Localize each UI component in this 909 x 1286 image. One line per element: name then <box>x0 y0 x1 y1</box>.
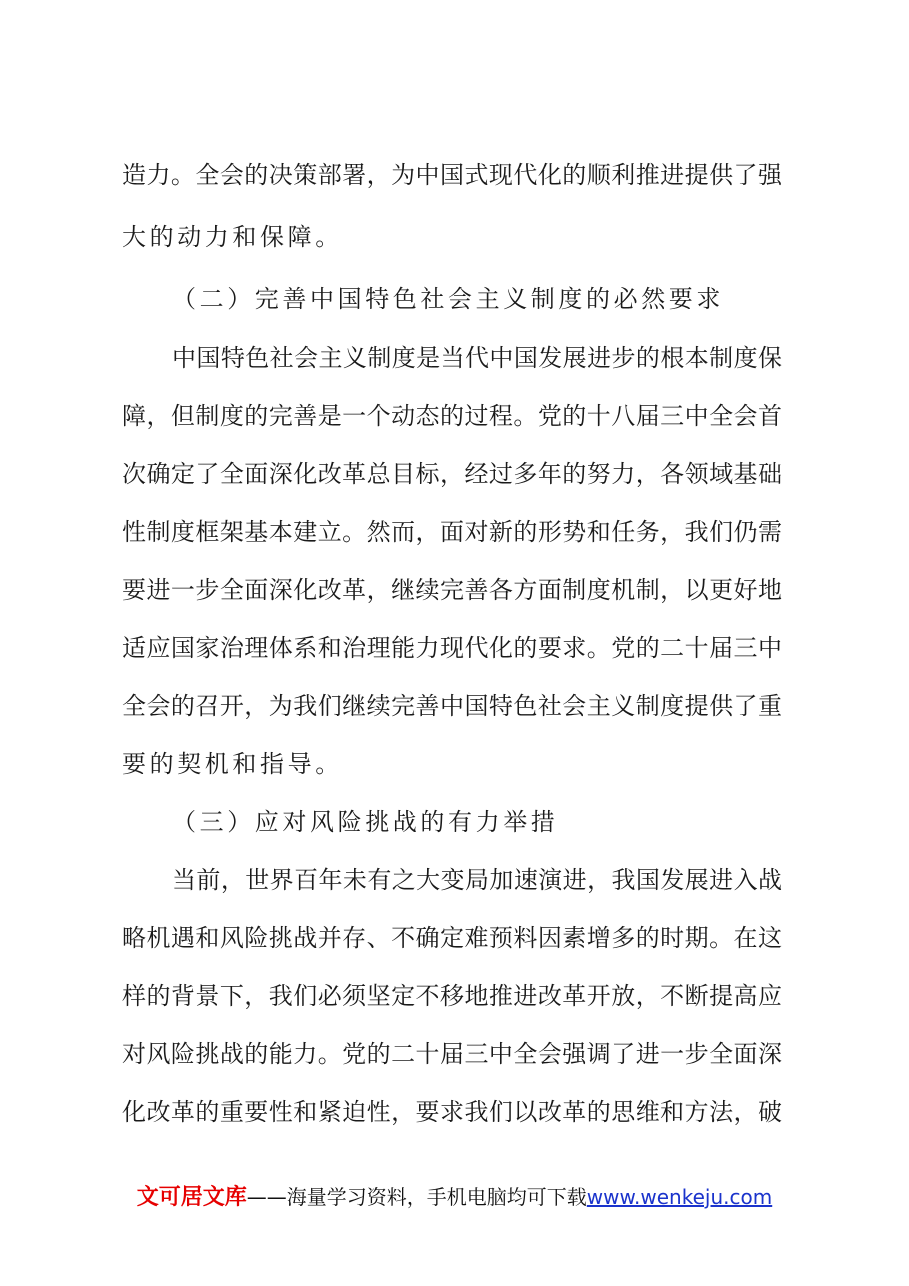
paragraph-line: 样的背景下，我们必须坚定不移地推进改革开放，不断提高应 <box>122 982 782 1010</box>
paragraph-line: 适应国家治理体系和治理能力现代化的要求。党的二十届三中 <box>122 634 782 662</box>
footer-tagline: ——海量学习资料，手机电脑均可下载 <box>246 1185 587 1209</box>
footer-banner <box>0 1180 909 1214</box>
section-heading-2: （二）完善中国特色社会主义制度的必然要求 <box>172 285 724 313</box>
website-link[interactable]: www.wenkeju.com <box>586 1185 773 1209</box>
paragraph-line: 次确定了全面深化改革总目标，经过多年的努力，各领域基础 <box>122 460 782 488</box>
paragraph-line: 大的动力和保障。 <box>122 223 343 251</box>
paragraph-line: 化改革的重要性和紧迫性，要求我们以改革的思维和方法，破 <box>122 1098 782 1126</box>
brand-name: 文可居文库 <box>136 1185 247 1210</box>
paragraph-line: 性制度框架基本建立。然而，面对新的形势和任务，我们仍需 <box>122 518 782 546</box>
paragraph-line: 当前，世界百年未有之大变局加速演进，我国发展进入战 <box>172 866 782 894</box>
section-heading-3: （三）应对风险挑战的有力举措 <box>172 808 559 836</box>
paragraph-line: 要进一步全面深化改革，继续完善各方面制度机制，以更好地 <box>122 576 782 604</box>
paragraph-line: 全会的召开，为我们继续完善中国特色社会主义制度提供了重 <box>122 692 782 720</box>
paragraph-line: 造力。全会的决策部署，为中国式现代化的顺利推进提供了强 <box>122 161 782 189</box>
paragraph-line: 障，但制度的完善是一个动态的过程。党的十八届三中全会首 <box>122 402 782 430</box>
paragraph-line: 对风险挑战的能力。党的二十届三中全会强调了进一步全面深 <box>122 1040 782 1068</box>
paragraph-line: 略机遇和风险挑战并存、不确定难预料因素增多的时期。在这 <box>122 924 782 952</box>
paragraph-line: 中国特色社会主义制度是当代中国发展进步的根本制度保 <box>172 344 782 372</box>
paragraph-line: 要的契机和指导。 <box>122 750 343 778</box>
